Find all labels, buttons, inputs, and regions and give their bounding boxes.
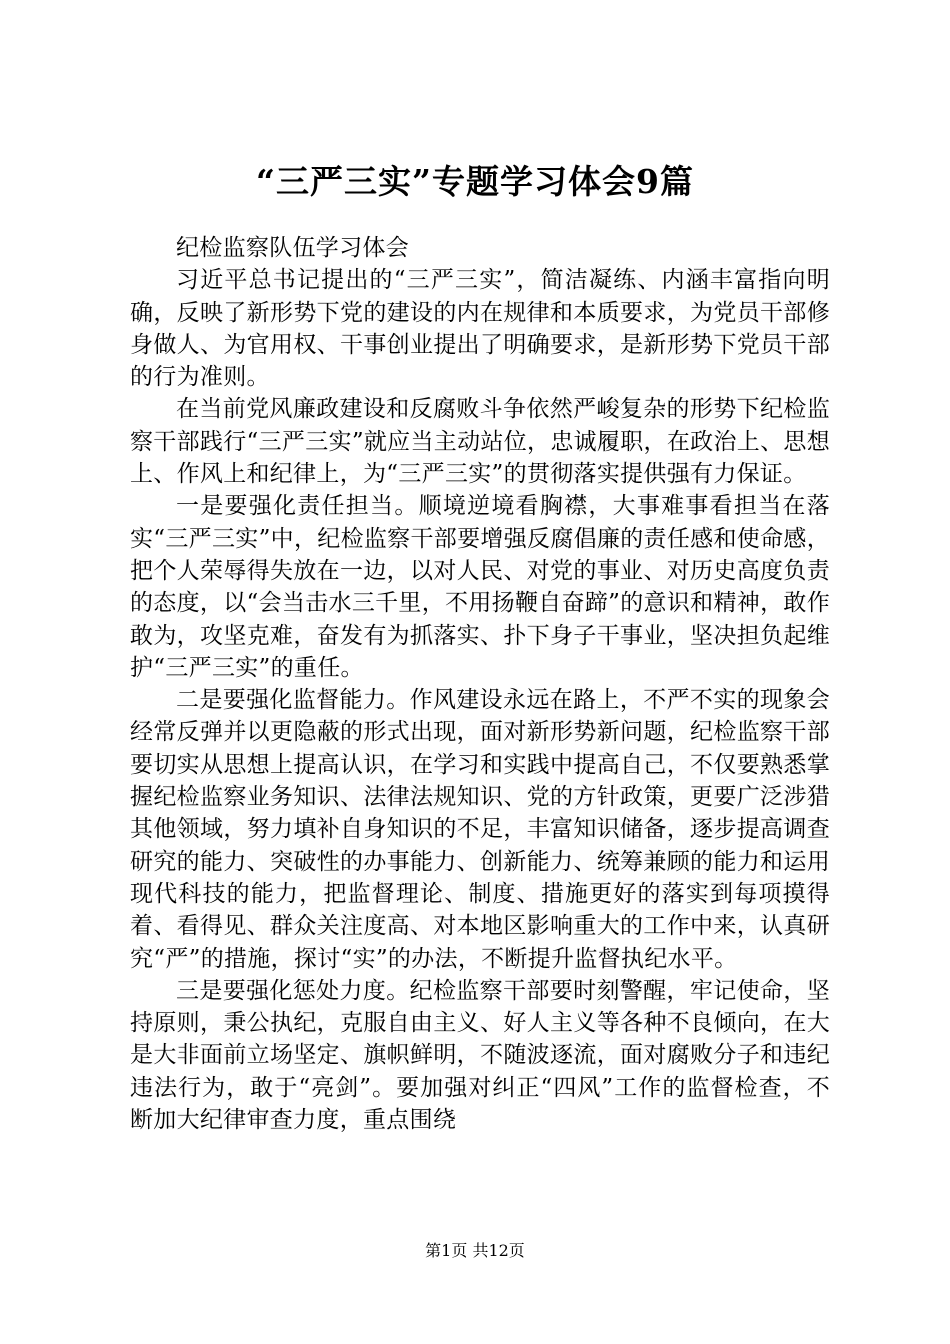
document-body [130,232,830,1136]
paragraph-intro: 习近平总书记提出的“三严三实”，简洁凝练、内涵丰富指向明确，反映了新形势下党的建设的内在规律和本质要求，为党员干部修身做人、为官用权、干事创业提出了明确要求，是新形势下党员干部的行为准则。 [130,267,830,391]
paragraph-point-three: 三是要强化惩处力度。纪检监察干部要时刻警醒，牢记使命，坚持原则，秉公执纪，克服自由主义、好人主义等各种不良倾向，在大是大非面前立场坚定、旗帜鲜明，不随波逐流，面对腐败分子和违纪违法行为，敢于“亮剑”。要加强对纠正“四风”工作的监督检查，不断加大纪律审查力度，重点围绕 [130,977,830,1134]
paragraph-point-two: 二是要强化监督能力。作风建设永远在路上，不严不实的现象会经常反弹并以更隐蔽的形式出现，面对新形势新问题，纪检监察干部要切实从思想上提高认识，在学习和实践中提高自己，不仅要熟悉掌握纪检监察业务知识、法律法规知识、党的方针政策，更要广泛涉猎其他领域，努力填补自身知识的不足，丰富知识储备，逐步提高调查研究的能力、突破性的办事能力、创新能力、统筹兼顾的能力和运用现代科技的能力，把监督理论、制度、措施更好的落实到每项摸得着、看得见、群众关注度高、对本地区影响重大的工作中来，认真研究“严”的措施，探讨“实”的办法，不断提升监督执纪水平。 [130,687,830,972]
paragraph-subtitle: 纪检监察队伍学习体会 [176,235,409,261]
paragraph-context: 在当前党风廉政建设和反腐败斗争依然严峻复杂的形势下纪检监察干部践行“三严三实”就应当主动站位，忠诚履职，在政治上、思想上、作风上和纪律上，为“三严三实”的贯彻落实提供强有力保证。 [130,396,830,488]
document-title: “三严三实”专题学习体会9篇 [256,162,694,201]
page-number-footer: 第1页 共12页 [425,1241,525,1260]
paragraph-point-one: 一是要强化责任担当。顺境逆境看胸襟，大事难事看担当在落实“三严三实”中，纪检监察干部要增强反腐倡廉的责任感和使命感，把个人荣辱得失放在一边，以对人民、对党的事业、对历史高度负责的态度，以“会当击水三千里，不用扬鞭自奋蹄”的意识和精神，敢作敢为，攻坚克难，奋发有为抓落实、扑下身子干事业，坚决担负起维护“三严三实”的重任。 [130,493,830,681]
